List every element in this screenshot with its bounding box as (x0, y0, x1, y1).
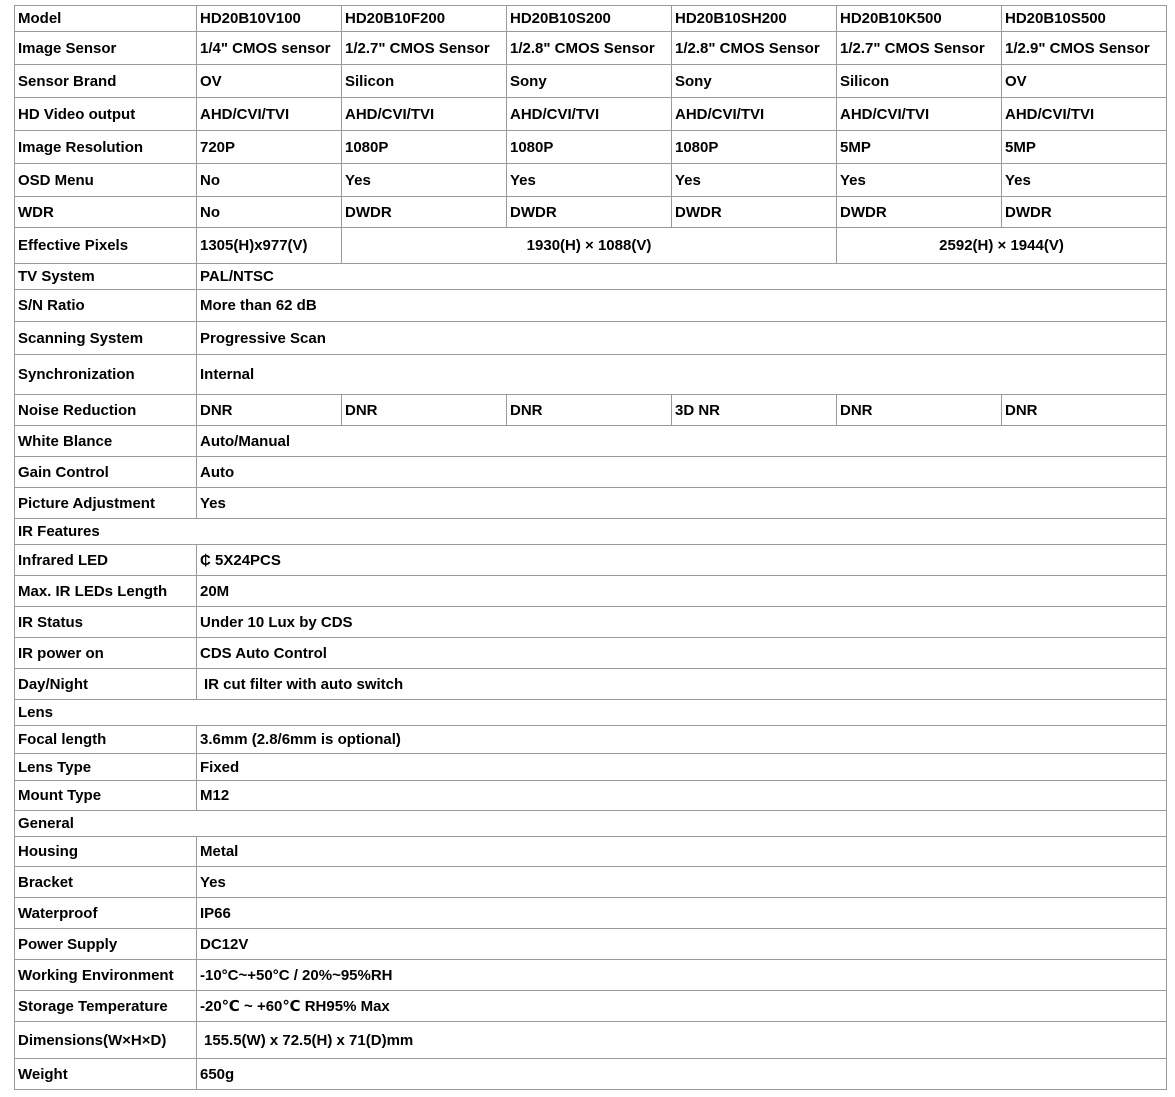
value-cell: -10°C~+50°C / 20%~95%RH (197, 960, 1167, 991)
value-cell: ₵ 5X24PCS (197, 545, 1167, 576)
value-cell: -20℃ ~ +60℃ RH95% Max (197, 991, 1167, 1022)
value-cell: 1305(H)x977(V) (197, 228, 342, 264)
value-cell: M12 (197, 781, 1167, 811)
value-cell: DNR (342, 395, 507, 426)
row-label: Picture Adjustment (15, 488, 197, 519)
osd-menu-row (15, 164, 1167, 197)
value-cell: DC12V (197, 929, 1167, 960)
value-cell: AHD/CVI/TVI (1002, 98, 1167, 131)
value-cell: 1/2.7" CMOS Sensor (837, 32, 1002, 65)
value-cell: DWDR (1002, 197, 1167, 228)
value-cell: Auto/Manual (197, 426, 1167, 457)
value-cell: More than 62 dB (197, 290, 1167, 322)
image-resolution-row (15, 131, 1167, 164)
row-label: Storage Temperature (15, 991, 197, 1022)
value-cell: DNR (507, 395, 672, 426)
model-cell: HD20B10V100 (197, 6, 342, 32)
value-cell: Yes (837, 164, 1002, 197)
working-environment-row (15, 960, 1167, 991)
value-cell: Yes (1002, 164, 1167, 197)
value-cell: DWDR (672, 197, 837, 228)
hd-video-output-row (15, 98, 1167, 131)
sensor-brand-row (15, 65, 1167, 98)
max-ir-length-row (15, 576, 1167, 607)
value-cell: DWDR (507, 197, 672, 228)
value-cell: Sony (672, 65, 837, 98)
value-cell: DNR (197, 395, 342, 426)
value-cell: 650g (197, 1059, 1167, 1090)
image-sensor-row (15, 32, 1167, 65)
value-cell: DWDR (342, 197, 507, 228)
value-cell: Metal (197, 837, 1167, 867)
value-cell: AHD/CVI/TVI (197, 98, 342, 131)
row-label: Lens Type (15, 754, 197, 781)
section-heading: IR Features (15, 519, 1167, 545)
value-cell: DNR (837, 395, 1002, 426)
row-label: Waterproof (15, 898, 197, 929)
mount-type-row (15, 781, 1167, 811)
row-label: Scanning System (15, 322, 197, 355)
row-label: Model (15, 6, 197, 32)
housing-row (15, 837, 1167, 867)
row-label: S/N Ratio (15, 290, 197, 322)
effective-pixels-row (15, 228, 1167, 264)
ir-power-on-row (15, 638, 1167, 669)
value-cell: PAL/NTSC (197, 264, 1167, 290)
spec-table (14, 5, 1167, 1090)
value-cell: 1080P (672, 131, 837, 164)
value-cell: OV (1002, 65, 1167, 98)
row-label: IR power on (15, 638, 197, 669)
value-cell: AHD/CVI/TVI (507, 98, 672, 131)
lens-type-row (15, 754, 1167, 781)
scanning-system-row (15, 322, 1167, 355)
row-label: Day/Night (15, 669, 197, 700)
row-label: Image Sensor (15, 32, 197, 65)
row-label: Bracket (15, 867, 197, 898)
row-label: Weight (15, 1059, 197, 1090)
value-cell: No (197, 164, 342, 197)
row-label: Noise Reduction (15, 395, 197, 426)
row-label: Infrared LED (15, 545, 197, 576)
model-cell: HD20B10F200 (342, 6, 507, 32)
wdr-row (15, 197, 1167, 228)
value-cell: 5MP (837, 131, 1002, 164)
gain-control-row (15, 457, 1167, 488)
model-cell: HD20B10SH200 (672, 6, 837, 32)
value-cell: Internal (197, 355, 1167, 395)
value-cell: 1/4" CMOS sensor (197, 32, 342, 65)
value-cell: 1/2.7" CMOS Sensor (342, 32, 507, 65)
row-label: Gain Control (15, 457, 197, 488)
noise-reduction-row (15, 395, 1167, 426)
section-general (15, 811, 1167, 837)
row-label: IR Status (15, 607, 197, 638)
ir-status-row (15, 607, 1167, 638)
row-label: Housing (15, 837, 197, 867)
value-cell: IR cut filter with auto switch (197, 669, 1167, 700)
focal-length-row (15, 726, 1167, 754)
value-cell: Under 10 Lux by CDS (197, 607, 1167, 638)
value-cell: Yes (197, 488, 1167, 519)
value-cell: DNR (1002, 395, 1167, 426)
value-cell: 3.6mm (2.8/6mm is optional) (197, 726, 1167, 754)
row-label: WDR (15, 197, 197, 228)
value-cell: DWDR (837, 197, 1002, 228)
power-supply-row (15, 929, 1167, 960)
row-label: Image Resolution (15, 131, 197, 164)
row-label: OSD Menu (15, 164, 197, 197)
row-label: Max. IR LEDs Length (15, 576, 197, 607)
infrared-led-row (15, 545, 1167, 576)
row-label: Power Supply (15, 929, 197, 960)
value-cell: 1/2.9" CMOS Sensor (1002, 32, 1167, 65)
value-cell: Yes (197, 867, 1167, 898)
row-label: Working Environment (15, 960, 197, 991)
model-cell: HD20B10K500 (837, 6, 1002, 32)
value-cell: Yes (672, 164, 837, 197)
value-cell: 20M (197, 576, 1167, 607)
storage-temperature-row (15, 991, 1167, 1022)
value-cell: Sony (507, 65, 672, 98)
model-cell: HD20B10S200 (507, 6, 672, 32)
value-cell: Yes (507, 164, 672, 197)
value-cell: 720P (197, 131, 342, 164)
row-label: HD Video output (15, 98, 197, 131)
bracket-row (15, 867, 1167, 898)
section-heading: General (15, 811, 1167, 837)
white-balance-row (15, 426, 1167, 457)
section-lens (15, 700, 1167, 726)
value-cell: 1/2.8" CMOS Sensor (507, 32, 672, 65)
value-cell: 1/2.8" CMOS Sensor (672, 32, 837, 65)
value-cell: 1080P (507, 131, 672, 164)
section-heading: Lens (15, 700, 1167, 726)
value-cell-merged: 1930(H) × 1088(V) (342, 228, 837, 264)
value-cell: Progressive Scan (197, 322, 1167, 355)
value-cell: OV (197, 65, 342, 98)
waterproof-row (15, 898, 1167, 929)
day-night-row (15, 669, 1167, 700)
tv-system-row (15, 264, 1167, 290)
synchronization-row (15, 355, 1167, 395)
row-label: Dimensions(W×H×D) (15, 1022, 197, 1059)
value-cell: Yes (342, 164, 507, 197)
value-cell: 1080P (342, 131, 507, 164)
dimensions-row (15, 1022, 1167, 1059)
value-cell: No (197, 197, 342, 228)
row-label: Effective Pixels (15, 228, 197, 264)
row-label: Synchronization (15, 355, 197, 395)
value-cell: Silicon (342, 65, 507, 98)
picture-adjustment-row (15, 488, 1167, 519)
row-label: Focal length (15, 726, 197, 754)
value-cell: 5MP (1002, 131, 1167, 164)
value-cell: AHD/CVI/TVI (342, 98, 507, 131)
value-cell: CDS Auto Control (197, 638, 1167, 669)
value-cell: 3D NR (672, 395, 837, 426)
section-ir-features (15, 519, 1167, 545)
weight-row (15, 1059, 1167, 1090)
value-cell: Auto (197, 457, 1167, 488)
row-label: White Blance (15, 426, 197, 457)
value-cell: Fixed (197, 754, 1167, 781)
value-cell: AHD/CVI/TVI (837, 98, 1002, 131)
model-row (15, 6, 1167, 32)
value-cell-merged: 2592(H) × 1944(V) (837, 228, 1167, 264)
row-label: TV System (15, 264, 197, 290)
value-cell: 155.5(W) x 72.5(H) x 71(D)mm (197, 1022, 1167, 1059)
sn-ratio-row (15, 290, 1167, 322)
model-cell: HD20B10S500 (1002, 6, 1167, 32)
value-cell: IP66 (197, 898, 1167, 929)
row-label: Sensor Brand (15, 65, 197, 98)
row-label: Mount Type (15, 781, 197, 811)
value-cell: AHD/CVI/TVI (672, 98, 837, 131)
value-cell: Silicon (837, 65, 1002, 98)
